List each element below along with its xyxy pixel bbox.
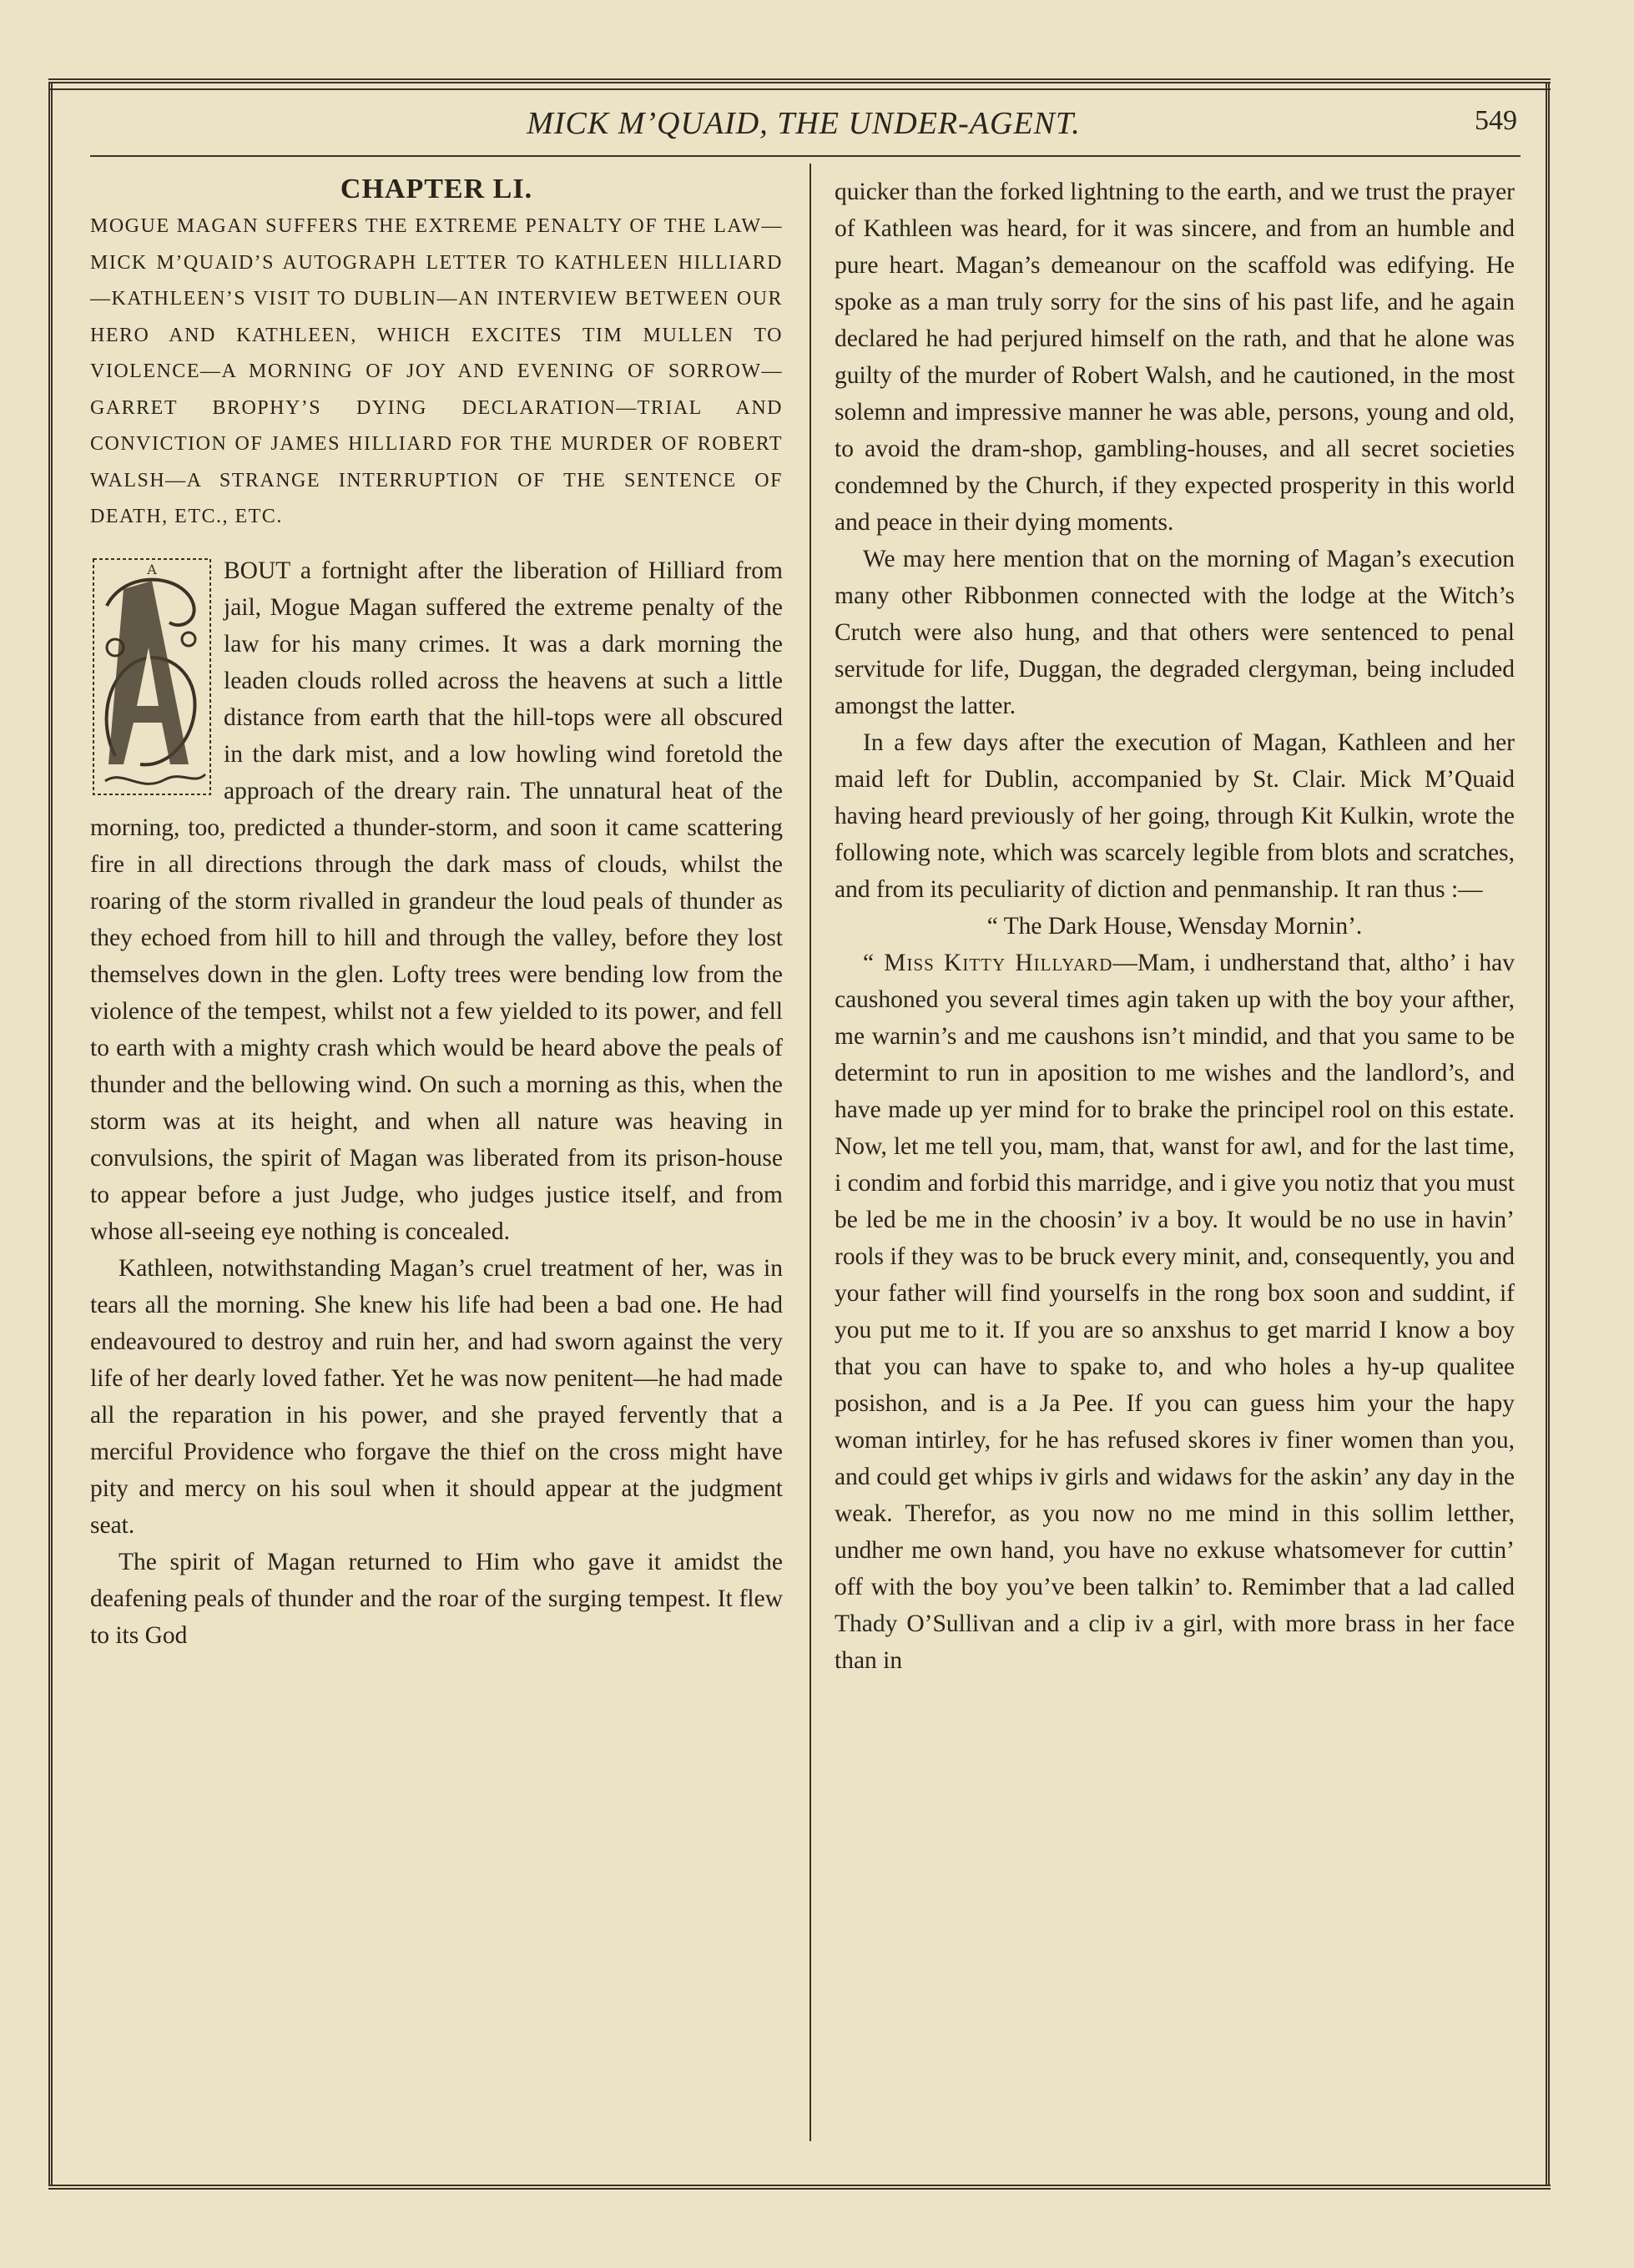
letter-body-text: —Mam, i undherstand that, altho’ i hav caushoned you several times agin taken up with the boy your afther, me warnin’s and me caushons isn’t mindid, and that you same to be determint to run in aposition to me wishes and the landlord’s, and have made up yer mind for to brake the principel rool on this estate. Now, let me tell you, mam, that, wanst for awl, and for the last time, i condim and forbid this marridge, and i give you notiz that you must be led be me in the choosin’ iv a boy. It would be no use in havin’ rools if they was to be bruck every minit, and, consequently, you and your father will find yourselfs in the rong box soon and suddint, if you put me to it. If you are so anxshus to get marrid I know a boy that you can have to spake to, and who holes a hy-up qualitee posishon, and is a Ja Pee. If you can guess him your the hapy woman intirley, for he has refused skores iv finer women than you, and could get whips iv girls and widaws for the askin’ any day in the weak. Therefor, as you now no me mind in this sollim letther, undher me own hand, you have no exkuse whatsomever for cuttin’ off with the boy you’ve been talkin’ to. Remimber that a lad called Thady O’Sullivan and a clip iv a girl, with more brass in her face than in bbox=[835, 950, 1515, 1674]
column-divider bbox=[809, 164, 811, 2141]
chapter-title: CHAPTER LI. bbox=[340, 174, 533, 204]
right-paragraph-2: We may here mention that on the morning of Magan’s execution many other Ribbonmen connected with the lodge at the Witch’s Crutch were also hung, and that others were sentenced to penal servitude for life, Duggan, the degraded clergyman, being included amongst the latter. bbox=[835, 546, 1515, 719]
top-border-inner-rule bbox=[48, 88, 1551, 90]
opening-paragraph bbox=[90, 552, 783, 1250]
letter-salutation: “ Miss Kitty Hillyard bbox=[863, 950, 1113, 976]
letter-body bbox=[835, 945, 1515, 1679]
chapter-synopsis: MOGUE MAGAN SUFFERS THE EXTREME PENALTY OF THE LAW—MICK M’QUAID’S AUTOGRAPH LETTER TO KATHLEEN HILLIARD—KATHLEEN’S VISIT TO DUBLIN—AN INTERVIEW BETWEEN OUR HERO AND KATHLEEN, WHICH EXCITES TIM MULLEN TO VIOLENCE—A MORNING OF JOY AND EVENING OF SORROW—GARRET BROPHY’S DYING DECLARATION—TRIAL AND CONVICTION OF JAMES HILLIARD FOR THE MURDER OF ROBERT WALSH—A STRANGE INTERRUPTION OF THE SENTENCE OF DEATH, ETC., ETC. bbox=[90, 215, 783, 527]
page-number: 549 bbox=[1475, 105, 1517, 136]
ornate-letter-a-icon bbox=[90, 556, 214, 798]
left-paragraph-2: Kathleen, notwithstanding Magan’s cruel treatment of her, was in tears all the morning. She knew his life had been a bad one. He had endeavoured to destroy and ruin her, and had sworn against the very life of her dearly loved father. Yet he was now penitent—he had made all the reparation in his power, and she prayed fervently that a merciful Providence who forgave the thief on the cross might have pity and mercy on his soul when it should appear at the judgment seat. bbox=[90, 1254, 783, 1539]
page-header bbox=[90, 105, 1517, 155]
left-border-rule bbox=[48, 83, 53, 2186]
drop-cap-letter: A bbox=[147, 561, 157, 577]
opening-paragraph-text: BOUT a fortnight after the liberation of Hilliard from jail, Mogue Magan suffered the extreme penalty of the law for his many crimes. It was a dark morning the leaden clouds rolled across the heavens at such a little distance from earth that the hill-tops were all obscured in the dark mist, and a low howling wind foretold the approach of the dreary rain. The unnatural heat of the morning, too, predicted a thunder-storm, and soon it came scattering fire in all directions through the dark mass of clouds, whilst the roaring of the storm rivalled in grandeur the loud peals of thunder as they echoed from hill to hill and through the valley, before they lost themselves down in the glen. Lofty trees were bending low from the violence of the tempest, whilst not a few yielded to its power, and fell to earth with a mighty crash which would be heard above the peals of thunder and the bellowing wind. On such a morning as this, when the storm was at its height, and when all nature was heaving in convulsions, the spirit of Magan was liberated from its prison-house to appear before a just Judge, who judges justice itself, and from whose all-seeing eye nothing is concealed. bbox=[90, 557, 783, 1245]
left-column bbox=[90, 174, 783, 1654]
bottom-border-rule bbox=[48, 2185, 1551, 2190]
right-border-rule bbox=[1546, 83, 1550, 2186]
top-border-rule bbox=[48, 78, 1551, 83]
right-paragraph-3: In a few days after the execution of Magan, Kathleen and her maid left for Dublin, accompanied by St. Clair. Mick M’Quaid having heard previously of her going, through Kit Kulkin, wrote the following note, which was scarcely legible from blots and scratches, and from its peculiarity of diction and penmanship. It ran thus :— bbox=[835, 729, 1515, 903]
letter-heading: “ The Dark House, Wensday Mornin’. bbox=[986, 913, 1363, 940]
right-paragraph-1: quicker than the forked lightning to the earth, and we trust the prayer of Kathleen was heard, for it was sincere, and from an humble and pure heart. Magan’s demeanour on the scaffold was edifying. He spoke as a man truly sorry for the sins of his past life, and he again declared he had perjured himself on the rath, and that he alone was guilty of the murder of Robert Walsh, and he cautioned, in the most solemn and impressive manner he was able, persons, young and old, to avoid the dram-shop, gambling-houses, and all secret societies condemned by the Church, if they expected prosperity in this world and peace in their dying moments. bbox=[835, 179, 1515, 536]
running-title: MICK M’QUAID, THE UNDER-AGENT. bbox=[527, 106, 1081, 141]
left-paragraph-3: The spirit of Magan returned to Him who gave it amidst the deafening peals of thunder and the roar of the surging tempest. It flew to its God bbox=[90, 1548, 783, 1649]
header-rule bbox=[90, 155, 1521, 157]
right-column bbox=[835, 174, 1515, 1679]
